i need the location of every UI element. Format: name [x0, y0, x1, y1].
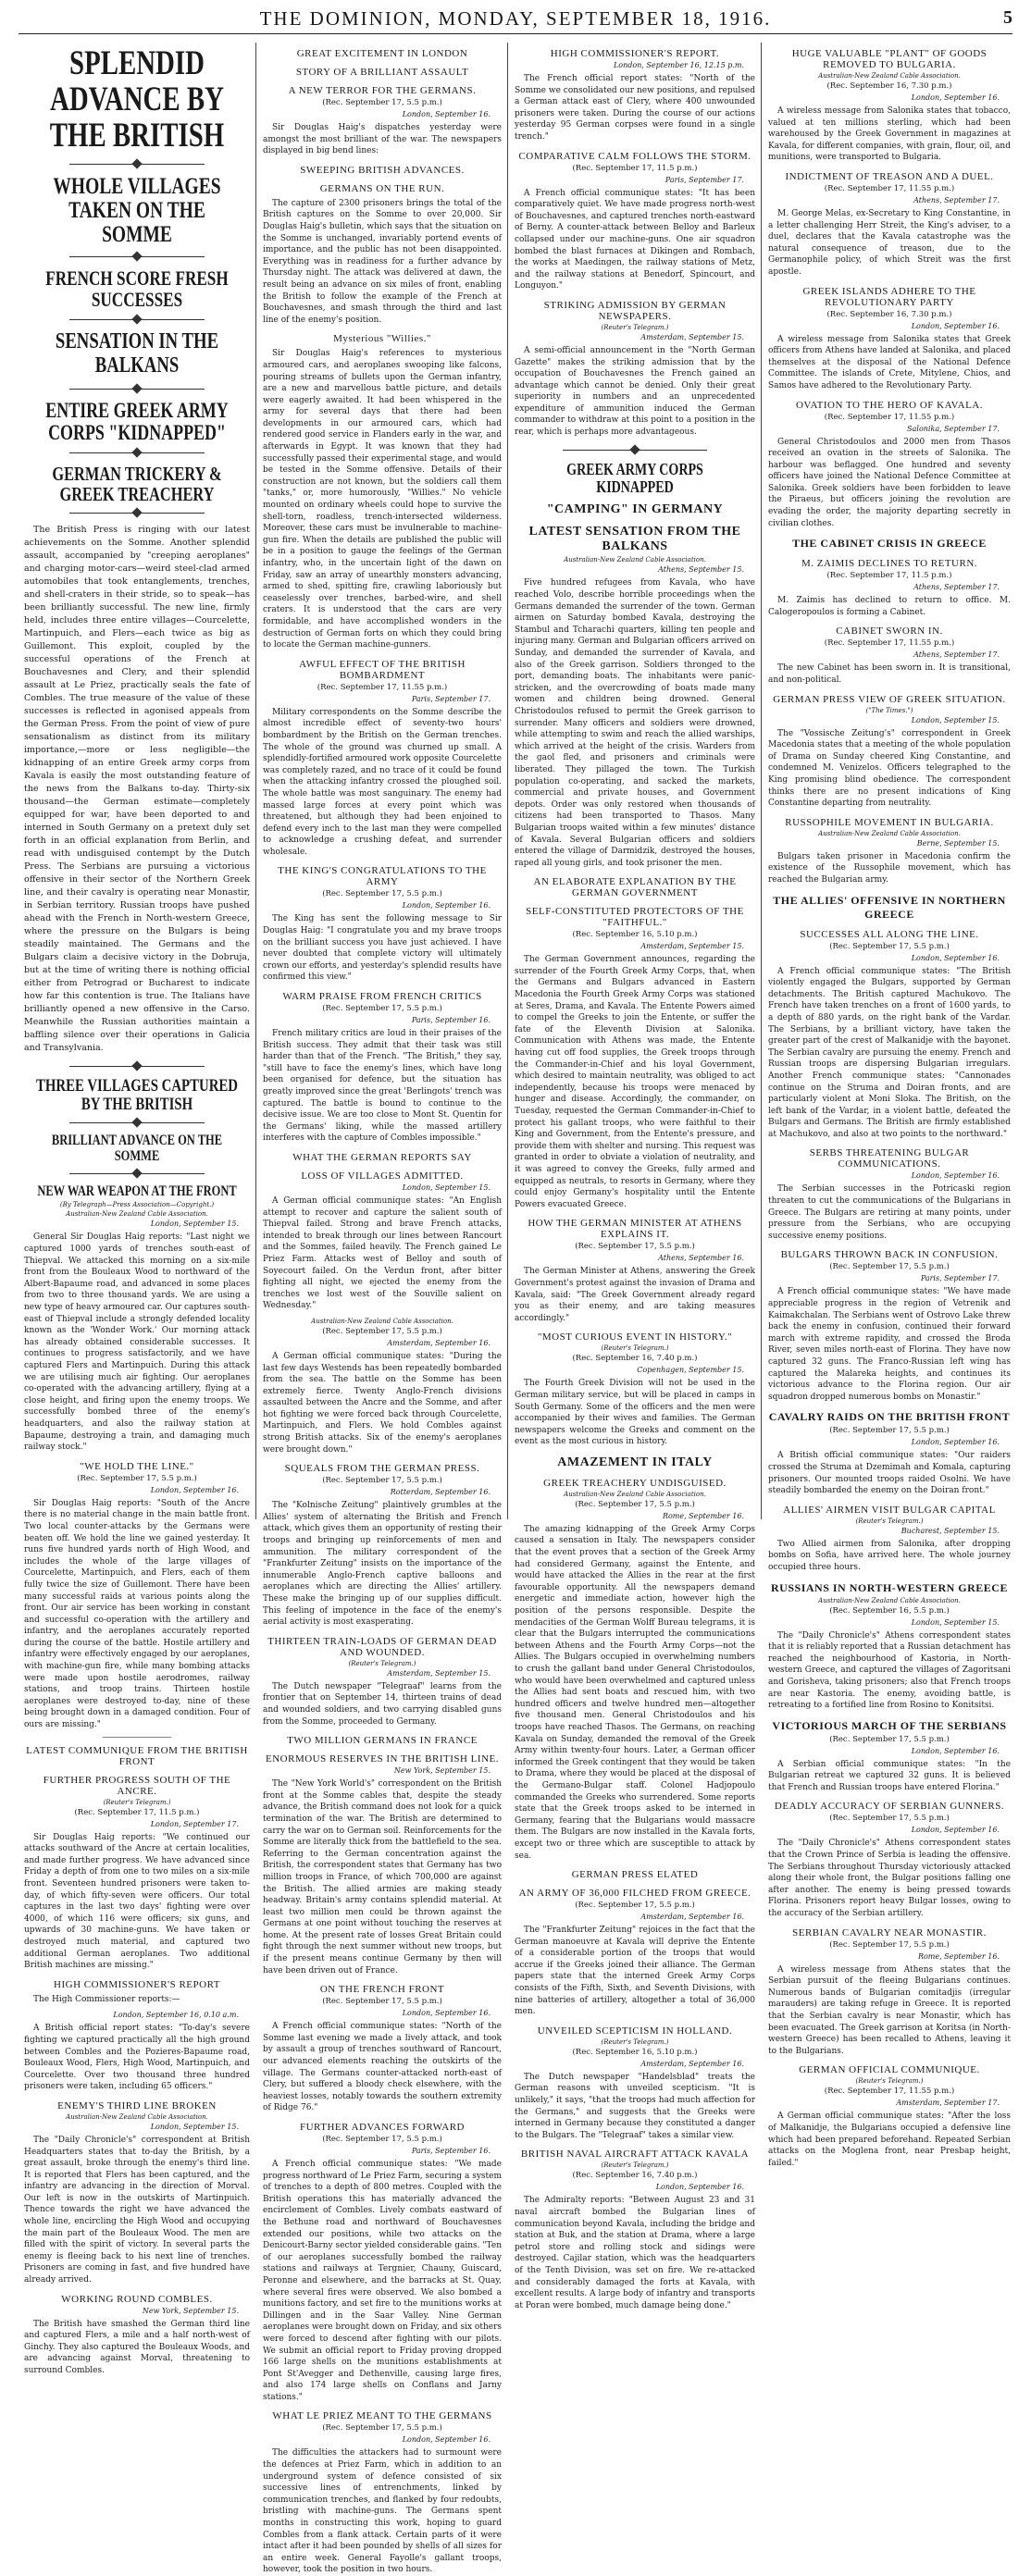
dateline: Paris, September 17. [665, 175, 744, 184]
article-paragraph: The High Commissioner reports:— [33, 1994, 180, 2004]
received-line: (Rec. September 17, 5.5 p.m.) [829, 1734, 950, 1744]
headline-french-successes: FRENCH SCORE FRESH SUCCESSES [45, 266, 229, 312]
received-line: (Rec. September 17, 5.5 p.m.) [829, 941, 950, 951]
received-line: (Rec. September 17, 5.5 p.m.) [829, 1939, 950, 1950]
headline-whole-villages: WHOLE VILLAGES TAKEN ON THE SOMME [53, 173, 221, 248]
subheading: STORY OF A BRILLIANT ASSAULT [295, 67, 469, 78]
subheading: STRIKING ADMISSION BY GERMAN NEWSPAPERS. [543, 299, 727, 322]
column-2 [263, 41, 502, 2575]
article-paragraph: Military correspondents on the Somme describe the almost incredible effect of seventy-two hours' bombardment by the British on the German trenches. The whole of the ground was churned up small. A splendidly-fortified armoured work opposite Courcelette was completely razed, and no trace of it could be found when the attacking infantry crossed the ploughed soil. The whole battle was most sanguinary. The enemy had massed large forces at every point which was threatened, but although they had been enjoined to defend every inch to the last man they were compelled to acknowledge a crushing defeat, and surrender wholesale. [263, 707, 502, 857]
dateline: London, September 16, 12.15 p.m. [613, 61, 744, 69]
received-line: (Rec. September 17, 11.55 p.m.) [824, 638, 955, 649]
dateline: Rotterdam, September 16. [390, 1488, 491, 1497]
lead-article: The British Press is ringing with our latest achievements on the Somme. Another splendid assault, accompanied by "creeping aeroplanes" and charging motor-cars—weird steel-clad armed automobiles that took entanglements, trenches, and shell-craters in their stride, so to speak—has been brilliantly successful. The new line, firmly held, includes three entire villages—Courcelette, Martinpuich, and Flers—each twice as big as Guillemont. This exploit, coupled by the successful operations of the French at Bouchavesnes and Clery, and their splendid assault at Le Priez, practically seals the fate of Combles. The true measure of the value of these successes is reflected in agonised appeals from the German Press. From the point of view of pure sensationalism as distinct from its military importance,—more or less negligible—the kidnapping of an entire Greek army corps from Kavala is easily the most outstanding feature of the news from the Balkans to-day. Thirty-six thousand—the German estimate—completely equipped for war, have been deported to and interned in South Germany on a pretext duly set forth in an official explanation from Berlin, and read with undisguised contempt by the Dutch Press. The Serbians are pursuing a victorious offensive in their sector of the Northern Greek line, and their cavalry is operating near Monastir, in Serbian territory. Russian troops have pushed ahead with the French in North-western Greece, where the pressure on the Bulgars is being steadily maintained. The Germans and the Bulgars claim a decisive victory in the Dobruja, but at the time of writing there is nothing official either from Petrograd or Bucharest to indicate how far this contention is true. The Italians have brilliantly opened a new offensive in the Carso. Meanwhile the Russian authorities maintain a baffling silence over their operations in Galicia and Transylvania. [24, 525, 250, 1054]
dateline: Rome, September 16. [662, 1511, 744, 1520]
subheading: SERBS THREATENING BULGAR COMMUNICATIONS. [809, 1147, 970, 1170]
source-line: Australian-New Zealand Cable Association. [818, 72, 961, 80]
dateline: Berne, September 15. [916, 838, 1000, 848]
ornament [69, 507, 205, 518]
subheading: "MOST CURIOUS EVENT IN HISTORY." [537, 1331, 733, 1344]
dateline: Athens, September 15. [658, 565, 744, 575]
dateline: London, September 16. [655, 2183, 744, 2192]
subheading: GREEK TREACHERY UNDISGUISED. [543, 1477, 727, 1489]
article-paragraph: The King has sent the following message to Sir Douglas Haig: "I congratulate you and my brave troops on the brilliant success you have just achieved. I have never doubted that complete victory will ultimately crown our efforts, and yesterday's splendid results have confirmed this view." [263, 914, 502, 983]
ornament [69, 383, 205, 394]
article-paragraph: A French official communique states: "We made progress northward of Le Priez Farm, securing a system of trenches to a depth of 800 metres. Coupled with the British operations this has materially advanced the encirclement of Combles. Lively combats eastward of the Bethune road and northward of Bouchavesnes extended our positions, while two attacks on the Denicourt-Barny sector yielded considerable gains. "Ten of our aeroplanes successfully bombed the railway stations and railways at Tergnier, Chauny, Guiscard, Peronne and elsewhere, and the barracks at St. Quay, where several fires were observed. We also bombed a munitions factory, and set fire to the munitions works at Dillingen and in the Saar Valley. Nine German aeroplanes were brought down on Friday, and six others were forced to descend after fighting with our pilots. We submit an official report to Friday proving dropped 166 large shells on the munitions establishments at Pont St'Avegger and Dethenville, causing large fires, and also 174 large shells on Conflans and Jarny stations." [263, 2160, 502, 2402]
dateline: Rome, September 16. [917, 1951, 1000, 1961]
article-paragraph: The "Daily Chronicle's" correspondent at British Headquarters states that to-day the British, by a great assault, broke through the enemy's third line. It is reported that Flers has been captured, and the infantry are advancing in the direction of Morval. Our left is now in the outskirts of Martinpuich. Thence towards the right we have advanced the whole line, encircling the High Wood and occupying the main part of the Bouleaux Wood. The men are filled with the spirit of victory. In several parts the enemy is fleeing back to his next line of trenches. Prisoners are coming in fast, and five hundred have already arrived. [24, 2135, 250, 2285]
subheading: WHAT THE GERMAN REPORTS SAY [292, 1151, 472, 1163]
subheading: HIGH COMMISSIONER'S REPORT. [550, 48, 720, 59]
subheading: AN ELABORATE EXPLANATION BY THE GERMAN GOVERNMENT [533, 876, 737, 899]
subheading: ALLIES' AIRMEN VISIT BULGAR CAPITAL [783, 1504, 996, 1516]
dateline: New York, September 15. [393, 1766, 491, 1776]
subheading: SERBIAN CAVALRY NEAR MONASTIR. [792, 1926, 987, 1938]
subheading: GERMAN OFFICIAL COMMUNIQUE. [799, 2064, 980, 2076]
subheading: FURTHER ADVANCES FORWARD [299, 2122, 465, 2133]
subheading: AN ARMY OF 36,000 FILCHED FROM GREECE. [518, 1888, 752, 1900]
dateline: Amsterdam, September 15. [640, 942, 744, 951]
subheading: COMPARATIVE CALM FOLLOWS THE STORM. [518, 150, 752, 162]
article-paragraph: General Sir Douglas Haig reports: "Last night we captured 1000 yards of trenches south-east of Thiepval. We attacked this morning on a six-mile front from the Bouleaux Wood to northward of the Albert-Bapaume road, and advanced in some places from two to three thousand yards. We are using a new type of heavy armoured car. Our captures south-east of Thiepval include a strongly defended locality known as the 'Wonder Work.' Our morning attack has already obtained considerable successes. It continues to progress satisfactorily, and we have captured Flers and Martinpuich. During this attack we are utilising much air fighting. Our aeroplanes co-operated with the advancing artillery, flying at a close height, and firing upon the enemy troops. We successfully bombed three of the enemy's headquarters, and also the railway station at Bapaume, destroying a train, and damaging much railway stock." [24, 1232, 250, 1453]
source-line: Australian-New Zealand Cable Association. [311, 1317, 453, 1325]
received-line: (Rec. September 17, 5.5 p.m.) [322, 2135, 442, 2144]
article-paragraph: A wireless message from Salonika states that Greek officers from Athens have landed at Salonika, and placed themselves at the disposal of the National Defence Committee. The islands of Crete, Mitylene, Chios, and Samos have adhered to the Revolutionary Party. [768, 334, 1011, 390]
received-line: (Rec. September 16, 5.10 p.m.) [572, 2047, 698, 2057]
received-line: (Rec. September 17, 5.5 p.m.) [322, 1004, 442, 1014]
article-paragraph: A French official communique states: "It has been comparatively quiet. We have made progress north-west of Bouchavesnes, and captured trenches north-eastward of Berny. A counter-attack between Belloy and Barleux collapsed under our machine-guns. One air squadron bombed the blast furnaces at Dikingen and Rombach, the works at Maedingen, the railway stations of Metz, and the railway stations at Benedorf, Spincourt, and Longuyon." [515, 188, 755, 291]
subheading: OVATION TO THE HERO OF KAVALA. [795, 399, 984, 411]
headline-new-war-weapon: NEW WAR WEAPON AT THE FRONT [37, 1183, 237, 1199]
article-paragraph: The Dutch newspaper "Telegraaf" learns from the frontier that on September 14, thirteen trains of dead and wounded soldiers, and two carrying disabled guns from the Somme, proceeded to Germany. [263, 1681, 502, 1727]
article-paragraph: French military critics are loud in their praises of the British success. They admit that their task was still harder than that of the French. "The British," they say, "still have to face the enemy's lines, which have long been organised for defence, but the situation has greatly improved since the great 'Berlingots' trench was captured. The battle is bound to continue to the decisive issue. We are too close to Mont St. Quentin for the Germans' liking, while the massed artillery interferes with the capture of Combles impossible." [263, 1029, 502, 1144]
article-paragraph: The "New York World's" correspondent on the British front at the Somme cables that, despite the steady advance, the British command does not look for a quick termination of the war. The British are determined to carry the war on to German soil. Reinforcements for the Somme are literally thick from the battlefield to the sea. Referring to the German concentration against the British, the correspondent states that Germany has two million troops in France, of which 700,000 are against the British. The allied armies are making steady headway. Britain's army contains splendid material. At least two million men could be thrown against the Germans at one point without touching the reserves at home. At the present rate of losses Great Britain could fight through the next summer without new troops, but if the present means continue Germany by then will have been driven out of France. [263, 1779, 502, 1975]
received-line: (Rec. September 16, 7.30 p.m.) [826, 309, 952, 319]
received-line: (Rec. September 17, 5.5 p.m.) [829, 1426, 950, 1436]
received-line: (Rec. September 17, 11.55 p.m.) [317, 682, 448, 692]
ornament [69, 447, 205, 458]
received-line: (Rec. September 17, 11.5 p.m.) [74, 1807, 200, 1817]
subheading: ENEMY'S THIRD LINE BROKEN [57, 2099, 217, 2112]
subheading: GERMAN PRESS ELATED [571, 1869, 699, 1881]
subheading: SELF-CONSTITUTED PROTECTORS OF THE "FAITHFUL." [526, 906, 744, 929]
received-line: (Rec. September 17, 11.5 p.m.) [572, 163, 698, 173]
subheading: GREAT EXCITEMENT IN LONDON [296, 48, 468, 59]
headline-german-trickery: GERMAN TRICKERY & GREEK TREACHERY [52, 463, 222, 506]
article-paragraph: A wireless message from Athens states that the Serbian pursuit of the fleeing Bulgarians continues. Numerous bands of Bulgarian comitadjis (irregular marauders) are taking refuge in Greece. It is reported that the Serbian cavalry is near Monastir, which has been evacuated. The Greek garrison at Koritsa (in North-western Greece) has been recalled to Athens, leaving it to the Bulgarians. [768, 1964, 1011, 2056]
article-paragraph: The French official report states: "North of the Somme we consolidated our new positions, and repulsed a German attack east of Clery, where 400 unwounded prisoners were taken. During the course of our actions yesterday 95 German corpses were found in a single trench." [515, 74, 755, 142]
subheading: LOSS OF VILLAGES ADMITTED. [301, 1170, 464, 1182]
subheading: THE KING'S CONGRATULATIONS TO THE ARMY [278, 865, 487, 888]
received-line: (Rec. September 17, 5.5 p.m.) [77, 1473, 197, 1483]
subheading: GERMAN PRESS VIEW OF GREEK SITUATION. [773, 693, 1006, 705]
article-paragraph: The "Daily Chronicle's" Athens correspondent states that the Crown Prince of Serbia is leading the offensive. The Serbians throughout Thursday victoriously attacked along their whole front, the Bulgar positions falling one after another. The enemy is being pressed towards Florina. Prisoners report heavy Bulgar losses, owing to the accuracy of the Serbian artillery. [768, 1839, 1011, 1919]
article-paragraph: M. George Melas, ex-Secretary to King Constantine, in a letter challenging Herr Streit, the King's adviser, to a duel, declares that the Kavala catastrophe was the natural consequence of treason, due to the Germanophile policy, of which Streit was the first apostle. [768, 208, 1011, 277]
article-paragraph: A British official communique states: "Our raiders crossed the Struma at Dzemimah and Komala, capturing prisoners. Our mounted troops raided Osolni. We have steadily bombarded the enemy on the Doiran front." [768, 1451, 1011, 1496]
received-line: (Rec. September 17, 5.5 p.m.) [575, 1242, 695, 1252]
dateline: Copenhagen, September 15. [637, 1366, 744, 1375]
article-paragraph: The Admiralty reports: "Between August 23 and 31 naval aircraft bombed the Bulgarian lines of communication beyond Kavala, including the bridge and station at Buk, and the station at Drama, where a large petrol store and rolling stock and sidings were destroyed. Cajilar station, which was the headquarters of the Tenth Division, was set on fire. We re-attacked and considerably damaged the forts at Kavala, with excellent results. A large body of infantry and transports at Poran were bombed, much damage being done." [515, 2196, 755, 2310]
headline-greek-army-corps-kidnapped: GREEK ARMY CORPS KIDNAPPED [566, 459, 703, 496]
ornament [69, 158, 205, 169]
dateline: London, September 16. [402, 2009, 491, 2018]
dateline: Amsterdam, September 17. [896, 2099, 1000, 2108]
article-paragraph: The amazing kidnapping of the Greek Army Corps caused a sensation in Italy. The newspapers consider that the event proves that a section of the Greek Army had considered Germany, against the Entente, and would have attacked the Allies in the rear at the first favourable opportunity. All the newspapers demand energetic and immediate action, however high the position of the persons responsible. Despite the mendacities of the German Wolff Bureau telegrams, it is clear that the Bulgars interrupted the communications between Athens and the Fourth Army Corps—not the Allies. The Bulgars occupied in overwhelming numbers to crush the gallant band under General Christodoulos, who would have been overwhelmed and captured unless the Allies had sent boats and rescued him, with two hundred officers and twelve hundred men—altogether five thousand men. General Christodoulos and his troops have reached Thasos. The Germans, on reaching Kavala on Sunday, demanded the removal of the Greek Army within twenty-four hours. Later, a German officer informed the Greek contingent that they would be taken to Drama, where they would be placed at the disposal of the Germano-Bulgar staff. Colonel Hadjopoulo commanded the Greeks who surrendered. Some reports state that the Greek troops asked to be interned in Germany, fearing that the Bulgarians would massacre them. The Bulgars are now installed in the Kavala forts, except two or three which are susceptible to attack by sea. [515, 1524, 755, 1861]
column-rule [255, 43, 256, 1519]
dateline: Athens, September 17. [913, 195, 1000, 204]
source-line: (Reuter's Telegram.) [601, 1344, 669, 1353]
subheading: HUGE VALUABLE "PLANT" OF GOODS REMOVED TO BULGARIA. [791, 48, 988, 70]
subheading: LATEST SENSATION FROM THE BALKANS [528, 525, 741, 554]
received-line: (Rec. September 17, 11.55 p.m.) [824, 412, 955, 422]
dateline: London, September 15. [150, 1220, 239, 1229]
subheading: ENORMOUS RESERVES IN THE BRITISH LINE. [266, 1753, 499, 1765]
dateline: Amsterdam, September 16. [640, 1913, 744, 1922]
article-paragraph: The "Frankfurter Zeitung" rejoices in the fact that the German manoeuvre at Kavala will deprive the Entente of a considerable portion of the troops that would accrue if the Greeks joined their alliance. The German papers state that the interned Greek Army Corps consists of the Fifth, Sixth, and Seventh Divisions, with nine batteries of artillery, altogether a total of 36,000 men. [515, 1926, 755, 2017]
dateline: London, September 16. [911, 1826, 1000, 1835]
dateline: London, September 15. [911, 715, 1000, 724]
article-paragraph: Sir Douglas Haig reports: "South of the Ancre there is no material change in the main battle front. Two local counter-attacks by the Germans were beaten off. We hold the line we gained yesterday. It runs five hundred yards north of High Wood, and includes the whole of the large villages of Courcelette, Martinpuich, and Flers, each of them fully twice the size of Guillemont. There have been many successful raids at various points along the front. Our air service has been working in constant and successful co-operation with the artillery and infantry, and the aeroplanes accurately reported during the course of the battle. Hostile artillery and infantry were effectively engaged by our aeroplanes, with machine-gun fire, while many bombing attacks were made upon hostile aerodromes, railway stations, and troop trains. Thirteen hostile aeroplanes were destroyed to-day, nine of these being brought down in a damaged condition. Four of ours are missing." [24, 1498, 250, 1730]
received-line: (Rec. September 17, 5.5 p.m.) [322, 1476, 442, 1486]
dateline: London, September 16. [911, 1746, 1000, 1755]
dateline: London, September 16. [911, 93, 1000, 102]
dateline: Paris, September 17. [411, 694, 491, 703]
dateline: London, September 16. [911, 1438, 1000, 1447]
article-paragraph: The new Cabinet has been sworn in. It is transitional, and non-political. [768, 663, 1011, 686]
article-paragraph: A German official communique states: "An English attempt to recover and capture the salient south of Thiepval failed. Strong and brave French attacks, intended to break through our lines between Rancourt and the Sommes, failed heavily. The French gained Le Priez Farm. Attacks west of Belloy and south of Soyecourt failed. On the Verdun front, after bitter fighting all night, we ejected the enemy from the trenches we lost west of the Souville salient on Wednesday." [263, 1195, 502, 1311]
headline-sensation-balkans: SENSATION IN THE BALKANS [55, 329, 219, 378]
received-line: (Rec. September 17, 5.5 p.m.) [575, 1499, 695, 1509]
dateline: London, September 15. [402, 1183, 491, 1192]
subheading: THE ALLIES' OFFENSIVE IN NORTHERN GREECE [773, 893, 1006, 921]
subheading: TWO MILLION GERMANS IN FRANCE [287, 1735, 478, 1747]
article-paragraph: Bulgars taken prisoner in Macedonia confirm the existence of the Russophile movement, which has reached the Bulgarian army. [768, 851, 1011, 885]
article-paragraph: The German Minister at Athens, answering the Greek Government's protest against the invasion of Drama and Kavala, said: "The Greek Government already regard you as their enemy, and are taking measures accordingly." [515, 1267, 755, 1323]
source-line: Australian-New Zealand Cable Association. [564, 556, 706, 564]
headline-greek-army-kidnapped: ENTIRE GREEK ARMY CORPS "KIDNAPPED" [45, 398, 229, 444]
dateline: Paris, September 16. [411, 1016, 491, 1025]
article-paragraph: The German Government announces, regarding the surrender of the Fourth Greek Army Corps, that, when the Germans and Bulgars advanced in Eastern Macedonia the Fourth Greek Army Corps was stationed at Seres, Drama, and Kavala. The Entente Powers aimed to compel the Greeks to join the Entente, or suffer the fate of the Eleventh Division at Salonika. Communication with Athens was made, the Entente having cut off food supplies, the Greek troops through the Commander-in-Chief and his loyal Government, which desired to maintain neutrality, was obliged to act independently, because his troops were menaced by hunger and disease. Accordingly, the commander, on Tuesday, requested the German Commander-in-Chief to protect his gallant troops, who were faithful to their King and Government, from the Entente's pressure, and provide them with shelter and nursing. This request was granted in order to obviate a violation of neutrality, and it was agreed to convey the Greeks, fully armed and equipped as neutrals, to resorts in Germany, where they could enjoy Germany's hospitality until the Entente Powers evacuated Greece. [515, 955, 755, 1209]
ornament [69, 1060, 205, 1071]
subheading: LATEST COMMUNIQUE FROM THE BRITISH FRONT [26, 1744, 248, 1767]
subheading: UNVEILED SCEPTICISM IN HOLLAND. [537, 2025, 733, 2037]
dateline: London, September 15. [150, 2122, 239, 2131]
received-line: (Rec. September 17, 11.55 p.m.) [824, 183, 955, 193]
dateline: Amsterdam, September 15. [640, 332, 744, 341]
subheading: INDICTMENT OF TREASON AND A DUEL. [785, 170, 994, 182]
received-line: (Rec. September 17, 11.5 p.m.) [826, 571, 952, 581]
received-line: (Rec. September 16, 7.40 p.m.) [572, 1354, 698, 1364]
article-paragraph: A wireless message from Salonika states that tobacco, valued at ten millions sterling, which had been warehoused by the Greek Government in magazines at Kavala, for different companies, with grain, flour, oil, and munitions, were transported to Bulgaria. [768, 106, 1011, 163]
source-line: Australian-New Zealand Cable Association. [818, 1596, 961, 1604]
dateline: New York, September 15. [142, 2306, 239, 2315]
column-rule [761, 43, 762, 1519]
article-paragraph: Sir Douglas Haig's references to mysterious armoured cars, and aeroplanes swooping like falcons, pouring streams of bullets upon the German infantry, are a new and marvellous battle picture, and details were eagerly awaited. It had been whispered in the army for several days that there had been developments in our armoured cars, which had rendered good service in Flanders early in the war, and afterwards in Egypt. It was known that they had successfully passed their experimental stage, and would be tested in the Somme offensive. Details of their construction are not known, but the soldiers call them "tanks," or, more humorously, "Willies." No vehicle mounted on ordinary wheels could hope to survive the shell-torn, roadless, trench-intersected wilderness. Moreover, these cars must be invulnerable to machine-gun fire. When the details are published the public will be in a position to gauge the feelings of the German infantry, who, in the uncertain light of the dawn on Friday, saw an array of unearthly monsters advancing, armed to shed, spitting fire, crawling laboriously but ceaselessly over trenches, barbed-wire, and shell craters. It is understood that the cars are very formidable, and have accomplished wonders in the destruction of German forts on which they could bring to locate the German machine-gunners. [263, 349, 502, 650]
article-paragraph: A Serbian official communique states: "In the Bulgarian retreat we captured 32 guns. It is believed that French and Russian troops have entered Florina." [768, 1759, 1011, 1792]
received-line: (Rec. September 16, 5.10 p.m.) [572, 930, 698, 940]
article-paragraph: A semi-official announcement in the "North German Gazette" makes the striking admission that by the occupation of Bouchavesnes the French gained an advantage which cannot be denied. Only their great superiority in numbers and an unprecedented expenditure of ammunition induced the German commander to withdraw at this point to a position in the rear, which is perhaps more advantageous. [515, 345, 755, 438]
masthead [19, 6, 1012, 34]
dateline: London, September 16. [911, 1171, 1000, 1181]
article-paragraph: The Fourth Greek Division will not be used in the German military service, but will be placed in camps in South Germany. Some of the officers and the men were accompanied by their wives and families. The German newspapers welcome the Greeks and comment on the event as the most curious in history. [515, 1379, 755, 1447]
subheading: DEADLY ACCURACY OF SERBIAN GUNNERS. [774, 1801, 1005, 1813]
subheading: SQUEALS FROM THE GERMAN PRESS. [284, 1463, 480, 1475]
received-line: (Rec. September 17, 5.5 p.m.) [322, 889, 442, 899]
source-line: (Reuter's Telegram.) [601, 323, 669, 331]
subheading: HIGH COMMISSIONER'S REPORT [54, 1978, 220, 1990]
article-paragraph: The capture of 2300 prisoners brings the total of the British captures on the Somme to over 20,000. Sir Douglas Haig's bulletin, which says that the situation on the Somme is unchanged, invariably portend events of importance, and the public has not been disappointed. Everything was in readiness for a further advance by Thursday night. The attack was delivered at dawn, the result being an advance on six miles of front, enabling the British to follow the example of the French at Bouchavesnes, and smash through the third and last line of the enemy's position. [263, 198, 502, 325]
received-line: (Rec. September 17, 5.5 p.m.) [322, 1997, 442, 2007]
article-paragraph: The "Vossische Zeitung's" correspondent in Greek Macedonia states that a meeting of the whole population of Drama on Sunday cheered King Constantine, and condemned M. Venizelos. Officers telegraphed to the King promising blind obedience. The correspondent thinks there are no present indications of King Constantine departing from neutrality. [768, 728, 1011, 809]
ornament [69, 1168, 205, 1179]
subheading: AWFUL EFFECT OF THE BRITISH BOMBARDMENT [299, 658, 466, 681]
received-line: (Rec. September 17, 5.5 p.m.) [322, 2423, 442, 2434]
article-paragraph: Five hundred refugees from Kavala, who have reached Volo, describe horrible proceedings when the Germans demanded the surrender of the town. German airmen on Saturday bombed Kavala, destroying the Stambul and Tcharachi quarters, killing ten people and injuring many. German and Bulgarian officers arrived on Sunday, and demanded the surrender of Kavala, and also of the Greek garrison. Soldiers thronged to the port, demanding boats. The inhabitants were panic-stricken, and the overcrowding of boats made many women and children being drowned. General Christodoulos refused to permit the Greek garrison to surrender. Many officers and soldiers were drowned, while attempting to swim and reach the allied warships, which arrived at the height of the crisis. Warders from the gaol fled, and prisoners and criminals were liberated. They pillaged the town. The Turkish population co-operating, and sacked the markets, commercial and private houses, and Government depots. Order was only restored when thousands of citizens had been transported to Thasos. Many Bulgarian troops waited within a few minutes' distance of Kavala. Several Bulgarian officers and soldiers entered the village of Darmidzik, destroyed the houses, raped all young girls, and took prisoner the men. [515, 578, 755, 868]
subheading: ON THE FRENCH FRONT [319, 1984, 445, 1996]
source-line: ("The Times.") [865, 706, 913, 714]
subheading: VICTORIOUS MARCH OF THE SERBIANS [772, 1718, 1007, 1732]
dateline: Athens, September 17. [913, 650, 1000, 660]
received-line: (Rec. September 17, 5.5 p.m.) [322, 1326, 442, 1336]
dateline: London, September 16. [402, 2435, 491, 2445]
subheading: AMAZEMENT IN ITALY [557, 1455, 713, 1469]
article-paragraph: General Christodoulos and 2000 men from Thasos received an ovation in the streets of Salonika. The harbour was beflagged. One hundred and seventy officers have joined the National Defence Committee at Salonika. Greek soldiers have been forbidden to leave the Piraeus, but officers joining the revolution are evading the order, the majority departing secretly in civilian clothes. [768, 437, 1011, 528]
dateline: Paris, September 17. [920, 1274, 1000, 1283]
article-paragraph: A French official communique states: "The British violently engaged the Bulgars, supported by German detachments. The British captured Machukovo. The French have taken trenches on a front of 1600 yards, to a depth of 880 yards, on the right bank of the Vardar. The Serbians, by a brilliant victory, have taken the greater part of the crest of Malkanidje with the bayonet. The Serbian cavalry are pursuing the enemy. French and Russian troops are dispersing Bulgarian irregulars. Another French communique states: "Cannonades continue on the Struma and Doiran fronts, and are particularly violent at Moni Sloka. The British, on the left bank of the Vardar, in a violent battle, defeated the Bulgars and Germans. The British are firmly established at Machukovo, and also at two points to the northward." [768, 966, 1011, 1139]
headline-splendid-advance: SPLENDID ADVANCE BY THE BRITISH [49, 44, 225, 155]
subheading: HOW THE GERMAN MINISTER AT ATHENS EXPLAINS IT. [528, 1218, 742, 1241]
source-line: (Reuter's Telegram.) [348, 1659, 416, 1667]
article-paragraph: Sir Douglas Haig reports: "We continued our attacks southward of the Ancre at certain localities, and made further progress. We have advanced since Friday a depth of from one to two miles on a six-mile front. Seventeen hundred prisoners were taken to-day, of which fifty-seven were officers. Our total captures in the last two days' fighting were over 4000, of which 116 were officers; six guns, and upwards of 30 machine-guns. We have taken or destroyed much material, and captured two additional German aeroplanes. Two additional British machines are missing." [24, 1832, 250, 1971]
article-paragraph: The "Kolnische Zeitung" plaintively grumbles at the Allies' system of alternating the British and French attack, which gives them an opportunity of resting their troops and bringing up reinforcements of men and ammunition. The military correspondent of the "Frankfurter Zeitung" insists on the importance of the innumerable Anglo-French captive balloons and aeroplanes which are directing the Allies' artillery. These make the bringing up of our supplies difficult. This feeling of impotence in the face of the enemy's aerial activity is most exasperating. [263, 1501, 502, 1628]
ornament [69, 314, 205, 325]
column-rule [507, 43, 508, 1519]
subheading: BULGARS THROWN BACK IN CONFUSION. [780, 1249, 999, 1261]
subheading: WHAT LE PRIEZ MEANT TO THE GERMANS [272, 2410, 492, 2422]
article-paragraph: A French official communique states: "North of the Somme last evening we made a lively attack, and took by assault a group of trenches southward of Rancourt, our advanced elements reaching the outskirts of the village. The Germans counter-attacked north-east of Clery, but suffered a bloody check elsewhere, with the heaviest losses, notably towards the southern extremity of Ridge 76." [263, 2022, 502, 2113]
subheading: THIRTEEN TRAIN-LOADS OF GERMAN DEAD AND WOUNDED. [267, 1635, 497, 1658]
article-paragraph: Sir Douglas Haig's dispatches yesterday were amongst the most brilliant of the war. The newspapers displayed in big bend lines: [263, 123, 502, 156]
article-paragraph: A French official communique states: "We have made appreciable progress in the region of Vetrenik and Kaimakchalan. The Serbians went of Ostrovo Lake threw back the enemy in confusion, continued their forward march with extreme rapidity, and crossed the Broda River, seven miles north-east of Florina. They have now captured 32 guns. The Franco-Russian left wing has captured the Malareka heights, and continues its victorious advance to the Florina region. Our air squadron dropped numerous bombs on Monastir." [768, 1287, 1011, 1402]
subheading: BRITISH NAVAL AIRCRAFT ATTACK KAVALA [520, 2149, 750, 2161]
subheading: THE CABINET CRISIS IN GREECE [792, 537, 987, 551]
subheading: WARM PRAISE FROM FRENCH CRITICS [282, 991, 482, 1003]
subheading: SUCCESSES ALL ALONG THE LINE. [800, 928, 979, 940]
subheading: CAVALRY RAIDS ON THE BRITISH FRONT [768, 1410, 1011, 1424]
article-paragraph: Two Allied airmen from Salonika, after dropping bombs on Sofia, have arrived here. The whole journey occupied three hours. [768, 1539, 1011, 1572]
dateline: Bucharest, September 15. [901, 1526, 1000, 1535]
column-1 [24, 41, 250, 2376]
ornament [69, 1117, 205, 1128]
subheading: M. ZAIMIS DECLINES TO RETURN. [801, 558, 978, 570]
column-4 [768, 41, 1011, 2168]
subheading: CABINET SWORN IN. [836, 625, 943, 638]
dateline: Athens, September 16. [658, 1254, 744, 1263]
dateline: London, September 16. [911, 953, 1000, 962]
subheading: RUSSOPHILE MOVEMENT IN BULGARIA. [785, 816, 994, 828]
dateline: London, September 16. [150, 1485, 239, 1494]
subheading: FURTHER PROGRESS SOUTH OF THE ANCRE. [43, 1774, 231, 1797]
headline-three-villages: THREE VILLAGES CAPTURED BY THE BRITISH [36, 1076, 238, 1115]
source-line: (Reuter's Telegram.) [601, 2161, 669, 2170]
dateline: Amsterdam, September 16. [387, 1338, 491, 1347]
page-number: 5 [1003, 7, 1012, 28]
separator [103, 1737, 170, 1738]
dateline: Athens, September 17. [913, 583, 1000, 592]
headline-brilliant-advance: BRILLIANT ADVANCE ON THE SOMME [51, 1133, 223, 1164]
dateline: London, September 16, 0.10 a.m. [113, 2011, 239, 2020]
article-paragraph: The Dutch newspaper "Handelsblad" treats the German reasons with unveiled scepticism. "It is unlikely," it says, "that the troops had much affection for the Germans," and suggests that the Greeks were interned in Germany because they constituted a danger to the Bulgars. The "Telegraaf" takes a similar view. [515, 2072, 755, 2140]
article-paragraph: M. Zaimis has declined to return to office. M. Calogeropoulos is forming a Cabinet. [768, 596, 1011, 617]
article-paragraph: The "Daily Chronicle's" Athens correspondent states that it is reliably reported that a Russian detachment has reached the neighbourhood of Kastoria, in North-western Greece, and captured the villages of Zagoritsani and Gorisheva, taking prisoners; also that French troops are near Kastoria. The enemy, avoiding battle, is retreating to a fortified line from Rosino to Konitsitsi. [768, 1630, 1011, 1711]
source-line: Australian-New Zealand Cable Association. [818, 829, 961, 837]
article-paragraph: The Serbian successes in the Potricaski region threaten to cut the communications of the Bulgarians in Greece. The Bulgars are retiring at many points, under pressure from the Serbians, who are occupying successive enemy positions. [768, 1184, 1011, 1241]
dateline: London, September 16. [402, 110, 491, 118]
subheading: WORKING ROUND COMBLES. [61, 2293, 213, 2305]
subheading: GREEK ISLANDS ADHERE TO THE REVOLUTIONARY PARTY [802, 285, 976, 308]
dateline: London, September 17. [150, 1819, 239, 1828]
dateline: Amsterdam, September 16. [640, 2059, 744, 2068]
received-line: (Rec. September 17, 11.55 p.m.) [824, 2087, 955, 2097]
dateline: Amsterdam, September 15. [387, 1668, 491, 1678]
subheading: GERMANS ON THE RUN. [319, 182, 445, 194]
dateline: London, September 15. [911, 1617, 1000, 1627]
source-line: (Reuter's Telegram.) [855, 2077, 924, 2086]
ornament [563, 444, 707, 455]
source-line: Australian-New Zealand Cable Association. [66, 1210, 208, 1219]
received-line: (Rec. September 17, 5.5 p.m.) [322, 98, 442, 107]
source-line: Australian-New Zealand Cable Association. [66, 2112, 208, 2121]
received-line: (Rec. September 17, 5.5 p.m.) [829, 1262, 950, 1272]
dateline: London, September 16. [911, 321, 1000, 330]
article-paragraph: The British have smashed the German third line and captured Flers, a mile and a half north-west of Ginchy. They also captured the Bouleaux Woods, and are advancing against Morval, threatening to surround Combles. [24, 2319, 250, 2376]
received-line: (Rec. September 17, 5.5 p.m.) [829, 1814, 950, 1824]
source-line: (Reuter's Telegram.) [601, 2037, 669, 2046]
dateline: London, September 16. [402, 901, 491, 910]
article-paragraph: A German official communique states: "After the loss of Malkanidje, the Bulgarians occupied a defensive line which had been prepared beforehand. Repeated Serbian attacks on the Moglena front, near Presbap height, failed." [768, 2112, 1011, 2168]
source-line: (Reuter's Telegram.) [855, 1517, 924, 1525]
subheading: SWEEPING BRITISH ADVANCES. [300, 164, 465, 176]
received-line: (Rec. September 16, 5.5 p.m.) [829, 1605, 950, 1616]
received-line: (Rec. September 16, 7.30 p.m.) [826, 81, 952, 91]
source-line: (Reuter's Telegram.) [103, 1798, 171, 1806]
article-paragraph: A British official report states: "To-day's severe fighting we captured practically all the high ground between Combles and the Pozieres-Bapaume road, Bouleaux Wood, Flers, High Wood, Martinpuich, and Courcelette. Over two thousand three hundred prisoners were taken, including 65 officers." [24, 2024, 250, 2092]
subheading: Mysterious "Willies." [333, 333, 431, 345]
subheading: A NEW TERROR FOR THE GERMANS. [288, 85, 477, 96]
subheading: "CAMPING" IN GERMANY [546, 502, 724, 517]
received-line: (Rec. September 17, 5.5 p.m.) [575, 1901, 695, 1911]
subheading: RUSSIANS IN NORTH-WESTERN GREECE [771, 1580, 1008, 1594]
source-line: (By Telegraph—Press Association—Copyright.) [59, 1201, 215, 1209]
dateline: Paris, September 16. [411, 2147, 491, 2155]
source-line: Australian-New Zealand Cable Association. [564, 1490, 706, 1498]
newspaper-title: THE DOMINION, MONDAY, SEPTEMBER 18, 1916. [259, 7, 772, 30]
article-paragraph: The difficulties the attackers had to surmount were the defences at Priez Farm, which in addition to an underground system of defence consisted of six successive lines of entrenchments, linked by communication trenches, and flanked by four redoubts, bristling with machine-guns. The Germans spent months in constructing this work, hoping to guard Combles from a flank attack. Certain parts of it were intact after it had been pounded by shells of all sizes for an entire week. General Fayolle's gallant troops, however, took the position in two hours. [263, 2448, 502, 2575]
column-3 [515, 41, 755, 2310]
ornament [69, 251, 205, 262]
article-paragraph: A German official communique states: "During the last few days Westends has been repeatedly bombarded from the sea. The battle on the Somme has been extremely fierce. Twenty Anglo-French divisions assaulted between the Ancre and the Somme, and after hot fighting we were forced back through Courcelette, Martinpuich, and Flers. We hold Combles against strong British attacks. Six of the enemy's aeroplanes were brought down." [263, 1351, 502, 1455]
received-line: (Rec. September 16, 7.40 p.m.) [572, 2171, 698, 2181]
dateline: Salonika, September 17. [907, 424, 1000, 433]
subheading: "WE HOLD THE LINE." [80, 1460, 194, 1472]
